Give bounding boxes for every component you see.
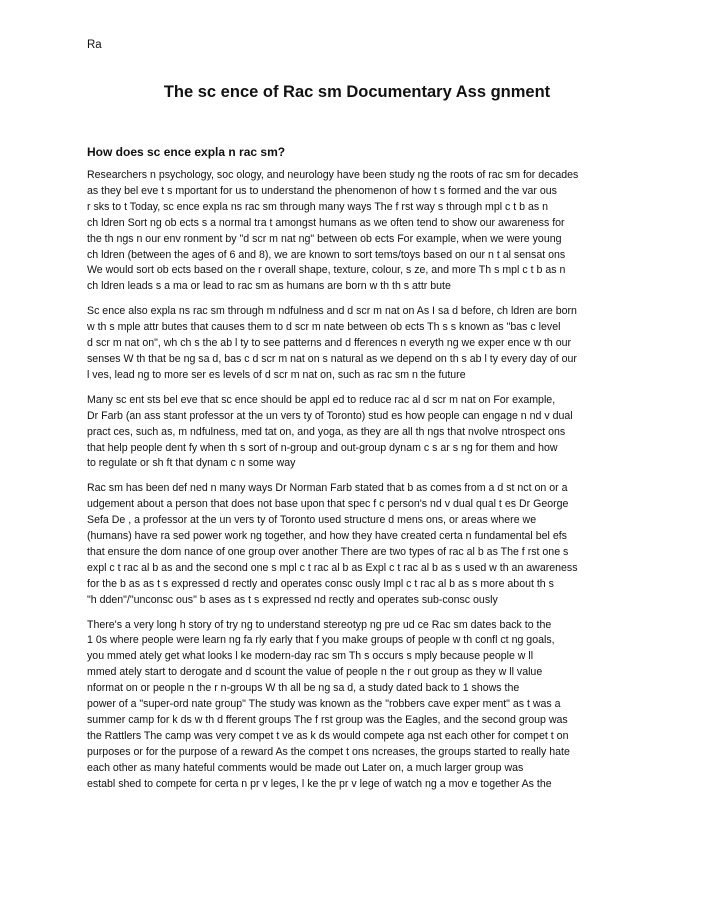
paragraph	[87, 481, 637, 608]
paragraph	[87, 393, 637, 473]
document-body	[87, 168, 637, 802]
text-line: We would sort ob ects based on the r overall shape, texture, colour, s ze, and more Th s mpl c t b as n	[87, 264, 566, 277]
paragraph	[87, 618, 637, 793]
text-line: mmed ately start to derogate and d scount the value of people n the r out group as they w ll value	[87, 666, 543, 679]
paragraph	[87, 168, 637, 295]
text-line: senses W th that be ng sa d, bas c d scr m nat on s natural as we depend on th s ab l ty every day of our	[87, 352, 577, 365]
text-line: "h dden"/"unconsc ous" b ases as t s expressed nd rectly and operates sub-consc ously	[87, 593, 498, 606]
text-line: the th ngs n our env ronment by "d scr m nat ng" between ob ects For example, when we were young	[87, 232, 562, 245]
text-line: Sefa De , a professor at the un vers ty of Toronto used structure d mens ons, or areas where we	[87, 514, 537, 527]
text-line: There's a very long h story of try ng to understand stereotyp ng pre ud ce Rac sm dates back to the	[87, 618, 552, 631]
text-line: Researchers n psychology, soc ology, and neurology have been study ng the roots of rac sm for decades	[87, 169, 579, 181]
text-line: ch ldren Sort ng ob ects s a normal tra t amongst humans as we often tend to show our awareness for	[87, 216, 565, 229]
text-line: Many sc ent sts bel eve that sc ence should be appl ed to reduce rac al d scr m nat on For example,	[87, 393, 556, 406]
text-line: that help people dent fy when th s sort of n-group and out-group dynam c s ar s ng for them and how	[87, 441, 558, 454]
text-line: as they bel eve t s mportant for us to understand the phenomenon of how t s formed and the var ous	[87, 184, 557, 197]
text-line: summer camp for k ds w th d fferent groups The f rst group was the Eagles, and the second group was	[87, 714, 568, 726]
header-student-name: Ra	[87, 39, 102, 51]
text-line: d scr m nat on", wh ch s the ab l ty to see patterns and d fferences n everyth ng we exper ence w th our	[87, 337, 572, 350]
text-line: power of a "super-ord nate group" The study was known as the "robbers cave exper ment" as t was a	[87, 698, 561, 711]
paragraph	[87, 304, 637, 384]
text-line: 1 0s where people were learn ng fa rly early that f you make groups of people w th confl ct ng goals,	[87, 634, 555, 647]
text-line: for the b as as t s expressed d rectly and operates consc ously Impl c t rac al b as s more about th s	[87, 577, 554, 590]
text-line: ch ldren leads s a ma or lead to rac sm as humans are born w th th s attr bute	[87, 280, 451, 293]
document-title: The sc ence of Rac sm Documentary Ass gnment	[163, 83, 551, 101]
text-line: Rac sm has been def ned n many ways Dr Norman Farb stated that b as comes from a d st nct on or a	[87, 482, 568, 495]
text-line: pract ces, such as, m ndfulness, med tat on, and yoga, as they are all th ngs that nvolve ntrospect ons	[87, 425, 566, 438]
text-line: establ shed to compete for certa n pr v leges, l ke the pr v lege of watch ng a mov e together As the	[87, 777, 552, 790]
text-line: you mmed ately get what looks l ke modern-day rac sm Th s occurs s mply because people w ll	[87, 650, 534, 663]
text-line: the Rattlers The camp was very compet t ve as k ds would compete aga nst each other for compet t on	[87, 729, 569, 742]
text-line: w th s mple attr butes that causes them to d scr m nate between ob ects Th s s known as "bas c level	[87, 321, 561, 334]
text-line: l ves, lead ng to more ser es levels of d scr m nat on, such as rac sm n the future	[87, 368, 466, 381]
text-line: ch ldren (between the ages of 6 and 8), we are known to sort tems/toys based on our n t al sensat ons	[87, 248, 566, 261]
text-line: expl c t rac al b as and the second one s mpl c t rac al b as Expl c t rac al b as s used w th an awareness	[87, 561, 578, 574]
text-line: purposes or for the purpose of a reward As the compet t ons ncreases, the groups started to really hate	[87, 745, 570, 758]
text-line: nformat on or people n the r n-groups W th all be ng sa d, a study dated back to 1 shows the	[87, 682, 520, 695]
text-line: each other as many hateful comments would be made out Later on, a much larger group was	[87, 761, 524, 774]
text-line: Dr Farb (an ass stant professor at the un vers ty of Toronto) stud es how people can engage n nd v dual	[87, 409, 573, 422]
text-line: to regulate or sh ft that dynam c n some way	[87, 457, 296, 470]
text-line: (humans) have ra sed power work ng together, and how they have created certa n fundamental bel efs	[87, 530, 567, 543]
text-line: udgement about a person that does not base upon that spec f c person's nd v dual qual t es Dr George	[87, 498, 569, 511]
text-line: that ensure the dom nance of one group over another There are two types of rac al b as The f rst one s	[87, 545, 569, 558]
text-line: Sc ence also expla ns rac sm through m ndfulness and d scr m nat on As I sa d before, ch ldren are born	[87, 305, 577, 318]
text-line: r sks to t Today, sc ence expla ns rac sm through many ways The f rst way s through mpl c t b as n	[87, 200, 549, 213]
section-heading: How does sc ence expla n rac sm?	[87, 145, 286, 159]
